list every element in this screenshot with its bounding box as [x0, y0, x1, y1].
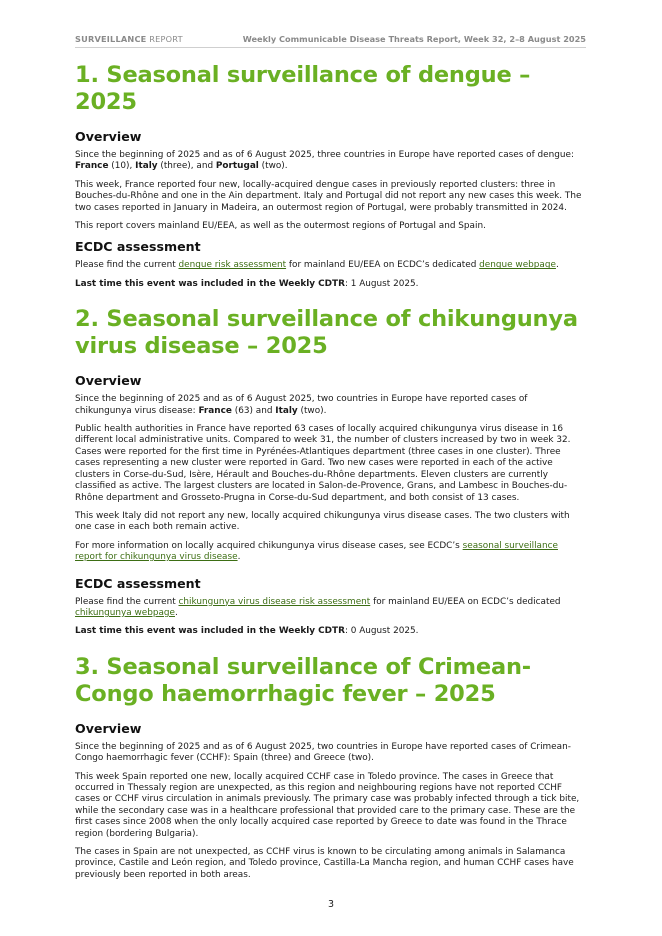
- dengue-webpage-link[interactable]: dengue webpage: [479, 260, 556, 271]
- section-1-assessment-text: Please find the current dengue risk assessment for mainland EU/EEA on ECDC’s dedicated dengue webpage.: [75, 260, 559, 271]
- section-1-last-included: Last time this event was included in the Weekly CDTR: 1 August 2025.: [75, 278, 419, 289]
- section-1-paragraph-2: This week, France reported four new, locally-acquired dengue cases in previously reported clusters: three in Bouches-du-Rhône and one in the Ain department. Italy and Portugal did not report any new cases this week. The two cases reported in January in Madeira, an outermost region of Portugal, were probably transmitted in 2024.: [75, 179, 582, 213]
- document-body: [75, 62, 586, 888]
- running-header: [75, 33, 586, 48]
- section-2-paragraph-2: Public health authorities in France have reported 63 cases of locally acquired chikungunya virus disease in 16 different local administrative units. Compared to week 31, the number of clusters increased by two in week 32. Cases were reported for the first time in Pyrénées-Atlantiques department (three cases in one cluster). Three cases representing a new cluster were reported in Gard. Two new cases were reported in each of the active clusters in Corse-du-Sud, Isère, Hérault and Bouches-du-Rhône departments. Eleven clusters are currently classified as active. The largest clusters are located in Salon-de-Provence, Grans, and Lambesc in Bouches-du-Rhône department and Grosseto-Prugna in Corse-du-Sud department, and both consist of 13 cases.: [75, 424, 571, 503]
- section-2-overview-heading: Overview: [75, 373, 142, 389]
- header-report-title: Weekly Communicable Disease Threats Report, Week 32, 2–8 August 2025: [242, 34, 586, 44]
- header-section-label: SURVEILLANCE REPORT: [75, 34, 183, 44]
- section-2-assessment-heading: ECDC assessment: [75, 575, 201, 591]
- chikungunya-seasonal-report-link[interactable]: seasonal surveillance report for chikungunya virus disease: [75, 540, 558, 563]
- section-1-title: 1. Seasonal surveillance of dengue – 2025: [75, 62, 531, 115]
- section-2-paragraph-3: This week Italy did not report any new, locally acquired chikungunya virus disease cases. The two clusters with one case in each both remain active.: [75, 510, 570, 533]
- chikungunya-risk-assessment-link[interactable]: chikungunya virus disease risk assessment: [178, 596, 371, 607]
- section-2-assessment-text: Please find the current chikungunya virus disease risk assessment for mainland EU/EEA on ECDC’s dedicated chikungunya webpage.: [75, 596, 561, 618]
- section-3-title: 3. Seasonal surveillance of Crimean-Congo haemorrhagic fever – 2025: [75, 653, 531, 707]
- page-number: 3: [327, 899, 335, 910]
- section-3-paragraph-3: The cases in Spain are not unexpected, as CCHF virus is known to be circulating among animals in Salamanca province, Castile and León region, and Toledo province, Castilla-La Mancha region, and human CCHF cases have previously been reported in both areas.: [75, 847, 574, 880]
- section-1-assessment-heading: ECDC assessment: [75, 239, 201, 255]
- section-1-paragraph-1: Since the beginning of 2025 and as of 6 August 2025, three countries in Europe have reported cases of dengue: France (10), Italy (three), and Portugal (two).: [75, 150, 574, 172]
- section-2-title: 2. Seasonal surveillance of chikungunya virus disease – 2025: [75, 306, 578, 360]
- section-2-paragraph-1: Since the beginning of 2025 and as of 6 August 2025, two countries in Europe have reported cases of chikungunya virus disease: France (63) and Italy (two).: [75, 394, 528, 416]
- section-3-paragraph-2: This week Spain reported one new, locally acquired CCHF case in Toledo province. The cases in Greece that occurred in Thessaly region are unexpected, as this region and neighbouring regions have not reported CCHF cases or CCHF virus circulation in animals previously. The primary case was probably infected through a tick bite, while the secondary case was in a healthcare professional that provided care to the primary case. These are the first cases since 2008 when the only locally acquired case reported by Greece to date was found in the Thrace region (bordering Bulgaria).: [75, 771, 580, 839]
- section-2-last-included: Last time this event was included in the Weekly CDTR: 0 August 2025.: [75, 626, 419, 637]
- section-1-paragraph-3: This report covers mainland EU/EEA, as well as the outermost regions of Portugal and Spain.: [75, 221, 486, 232]
- chikungunya-webpage-link[interactable]: chikungunya webpage: [75, 607, 175, 618]
- section-3-paragraph-1: Since the beginning of 2025 and as of 6 August 2025, two countries in Europe have reported cases of Crimean-Congo haemorrhagic fever (CCHF): Spain (three) and Greece (two).: [75, 741, 571, 764]
- section-3-overview-heading: Overview: [75, 720, 142, 736]
- dengue-risk-assessment-link[interactable]: dengue risk assessment: [178, 260, 287, 271]
- section-1-overview-heading: Overview: [75, 129, 142, 144]
- section-2-paragraph-4: For more information on locally acquired chikungunya virus disease cases, see ECDC’s seasonal surveillance report for chikungunya virus disease.: [75, 540, 558, 563]
